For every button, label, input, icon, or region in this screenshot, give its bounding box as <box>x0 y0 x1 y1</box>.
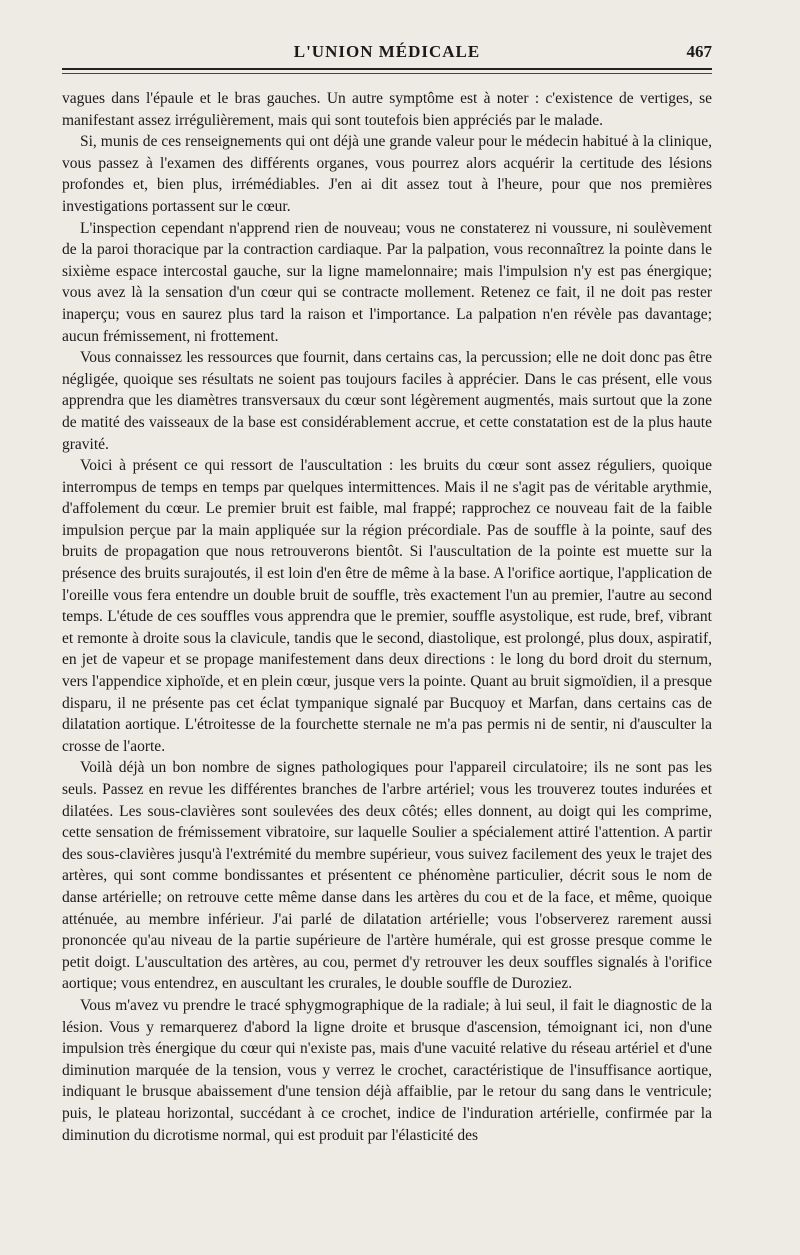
page-number: 467 <box>686 42 712 61</box>
page-header <box>62 0 712 60</box>
paragraph: vagues dans l'épaule et le bras gauches. Un autre symptôme est à noter : c'existence de vertiges, se manifestant assez irrégulièrement, mais qui sont toutefois bien appréciés par le malade. <box>62 90 712 129</box>
header-rule-thin <box>62 73 712 74</box>
paragraph: Vous m'avez vu prendre le tracé sphygmographique de la radiale; à lui seul, il fait le diagnostic de la lésion. Vous y remarquerez d'abord la ligne droite et brusque d'ascension, témoignant ici, non d'une impulsion très énergique du cœur qui n'existe pas, mais d'une vacuité relative du réseau artériel et d'une diminution marquée de la tension, vous y verrez le crochet, caractéristique de l'insuffisance aortique, indiquant le brusque abaissement d'une tension déjà affaiblie, par le retour du sang dans le ventricule; puis, le plateau horizontal, succédant à ce crochet, indice de l'induration artérielle, confirmée par la diminution du dicrotisme normal, qui est produit par l'élasticité des <box>62 996 712 1144</box>
header-rule-thick <box>62 68 712 70</box>
paragraph: Vous connaissez les ressources que fournit, dans certains cas, la percussion; elle ne doit donc pas être négligée, quoique ses résultats ne soient pas toujours faciles à apprécier. Dans le cas présent, elle vous apprendra que les diamètres transversaux du cœur sont légèrement augmentés, mais surtout que la zone de matité des vaisseaux de la base est considérablement accrue, et cette constatation est de la plus haute gravité. <box>62 349 712 453</box>
running-title: L'UNION MÉDICALE <box>293 42 481 61</box>
paragraph: L'inspection cependant n'apprend rien de nouveau; vous ne constaterez ni voussure, ni soulèvement de la paroi thoracique par la contraction cardiaque. Par la palpation, vous reconnaîtrez la pointe dans le sixième espace intercostal gauche, sur la ligne mamelonnaire; mais l'impulsion n'y est pas énergique; vous avez là la sensation d'un cœur qui se contracte mollement. Retenez ce fait, il ne doit pas rester inaperçu; vous en saurez plus tard la raison et l'importance. La palpation n'en révèle pas davantage; aucun frémissement, ni frottement. <box>62 219 712 345</box>
paragraph: Voilà déjà un bon nombre de signes pathologiques pour l'appareil circulatoire; ils ne sont pas les seuls. Passez en revue les différentes branches de l'arbre artériel; vous les trouverez toutes indurées et dilatées. Les sous-clavières sont soulevées des deux côtés; elles donnent, au doigt qui les comprime, cette sensation de frémissement vibratoire, sur laquelle Soulier a spécialement attiré l'attention. A partir des sous-clavières jusqu'à l'extrémité du membre supérieur, vous suivez facilement des yeux le trajet des artères, qui sont comme bondissantes et présentent ce phénomène particulier, décrit sous le nom de danse artérielle; on retrouve cette même danse dans les artères du cou et de la face, et même, quoique atténuée, au membre inférieur. J'ai parlé de dilatation artérielle; vous l'observerez rarement aussi prononcée qu'au niveau de la partie supérieure de l'artère humérale, qui est grosse presque comme le petit doigt. L'auscultation des artères, au cou, permet d'y retrouver les deux souffles signalés à l'orifice aortique; vous entendrez, en auscultant les crurales, le double souffle de Duroziez. <box>62 759 712 993</box>
body-text <box>62 88 712 1146</box>
paragraph: Si, munis de ces renseignements qui ont déjà une grande valeur pour le médecin habitué à la clinique, vous passez à l'examen des différents organes, vous pourrez alors acquérir la certitude des lésions profondes et, bien plus, irrémédiables. J'en ai dit assez tout à l'heure, pour que nos premières investigations portassent sur le cœur. <box>62 133 712 215</box>
paragraph: Voici à présent ce qui ressort de l'auscultation : les bruits du cœur sont assez réguliers, quoique interrompus de temps en temps par quelques intermittences. Mais il ne s'agit pas de véritable arythmie, d'affolement du cœur. Le premier bruit est faible, mal frappé; rapprochez ce nouveau fait de la faible impulsion perçue par la main appliquée sur la région précordiale. Pas de souffle à la pointe, sauf des bruits de propagation que nous retrouverons bientôt. Si l'auscultation de la pointe est muette sur la présence des bruits surajoutés, il est loin d'en être de même à la base. A l'orifice aortique, l'application de l'oreille vous fera entendre un double bruit de souffle, très exactement l'un au premier, l'autre au second temps. L'étude de ces souffles vous apprendra que le premier, souffle asystolique, est rude, bref, vibrant et remonte à droite sous la clavicule, tandis que le second, diastolique, est prolongé, plus doux, aspiratif, en jet de vapeur et se propage manifestement dans deux directions : le long du bord droit du sternum, vers l'appendice xiphoïde, et en plein cœur, jusque vers la pointe. Quant au bruit sigmoïdien, il a presque disparu, il ne présente pas cet éclat tympanique signalé par Bucquoy et Marfan, dans certains cas de dilatation aortique. L'étroitesse de la fourchette sternale ne m'a pas permis ni de sentir, ni d'ausculter la crosse de l'aorte. <box>62 457 712 755</box>
